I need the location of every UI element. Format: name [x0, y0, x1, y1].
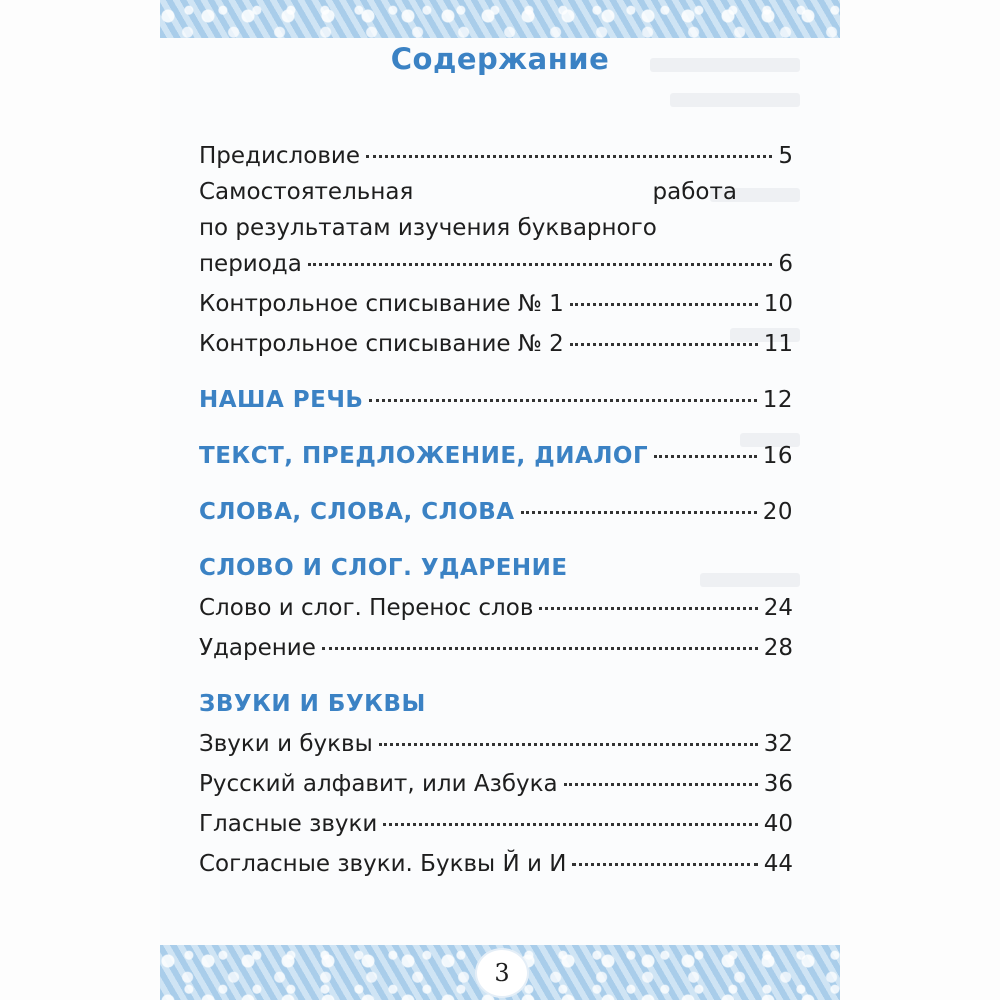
toc-entry-alphabet[interactable]	[199, 766, 793, 802]
page-number: 3	[475, 948, 529, 998]
toc-entry-title: Ударение	[199, 635, 316, 661]
toc-section-text-sentence-dialog[interactable]	[199, 438, 793, 474]
toc-entry-sounds-letters[interactable]	[199, 726, 793, 762]
toc-entry-page: 36	[763, 771, 793, 797]
toc-entry-word-syllable[interactable]	[199, 590, 793, 626]
toc-entry-page: 44	[763, 851, 793, 877]
dot-leader	[369, 398, 756, 402]
toc-entry-page: 24	[763, 595, 793, 621]
dot-leader	[570, 302, 758, 306]
table-of-contents	[199, 138, 793, 882]
toc-entry-independent-work[interactable]	[199, 174, 793, 282]
toc-entry-title-line: по результатам изучения букварного	[199, 215, 657, 241]
toc-entry-stress[interactable]	[199, 630, 793, 666]
dot-leader	[570, 342, 758, 346]
toc-entry-preface[interactable]	[199, 138, 793, 174]
toc-entry-title-line: периода 6	[199, 246, 793, 282]
toc-section-heading-sounds-letters: ЗВУКИ И БУКВЫ	[199, 691, 426, 717]
toc-entry-page: 20	[762, 499, 793, 525]
toc-entry-page: 10	[763, 291, 793, 317]
dot-leader	[539, 606, 757, 610]
dot-leader	[366, 154, 772, 158]
toc-entry-page: 32	[763, 731, 793, 757]
toc-entry-title: Предисловие	[199, 143, 360, 169]
toc-section-heading-word-syllable: СЛОВО И СЛОГ. УДАРЕНИЕ	[199, 555, 568, 581]
toc-entry-title: Согласные звуки. Буквы Й и И	[199, 851, 567, 877]
dot-leader	[308, 262, 773, 266]
toc-entry-page: 11	[763, 331, 793, 357]
toc-section-our-speech[interactable]	[199, 382, 793, 418]
toc-entry-page: 12	[762, 387, 793, 413]
toc-entry-title-line: Самостоятельная работа	[199, 179, 737, 205]
toc-entry-title: Русский алфавит, или Азбука	[199, 771, 558, 797]
toc-entry-page: 40	[763, 811, 793, 837]
dot-leader	[521, 510, 757, 514]
toc-section-title: СЛОВА, СЛОВА, СЛОВА	[199, 499, 515, 525]
toc-entry-page: 28	[763, 635, 793, 661]
page-title: Содержание	[390, 42, 610, 76]
toc-section-title: ТЕКСТ, ПРЕДЛОЖЕНИЕ, ДИАЛОГ	[199, 443, 649, 469]
toc-section-title: НАША РЕЧЬ	[199, 387, 364, 413]
toc-entry-page: 6	[778, 251, 793, 277]
toc-entry-page: 5	[778, 143, 793, 169]
toc-entry-copying-2[interactable]	[199, 326, 793, 362]
toc-entry-title: Слово и слог. Перенос слов	[199, 595, 534, 621]
decorative-border-top	[160, 0, 840, 38]
dot-leader	[383, 822, 757, 826]
toc-entry-title: Контрольное списывание № 1	[199, 291, 564, 317]
toc-entry-vowels[interactable]	[199, 806, 793, 842]
toc-entry-copying-1[interactable]	[199, 286, 793, 322]
dot-leader	[322, 646, 758, 650]
dot-leader	[564, 782, 758, 786]
toc-entry-title: Звуки и буквы	[199, 731, 373, 757]
toc-entry-consonants[interactable]	[199, 846, 793, 882]
dot-leader	[379, 742, 758, 746]
toc-section-words[interactable]	[199, 494, 793, 530]
dot-leader	[572, 862, 757, 866]
dot-leader	[654, 454, 757, 458]
toc-entry-title: Гласные звуки	[199, 811, 378, 837]
toc-entry-title: Контрольное списывание № 2	[199, 331, 564, 357]
toc-entry-page: 16	[762, 443, 793, 469]
